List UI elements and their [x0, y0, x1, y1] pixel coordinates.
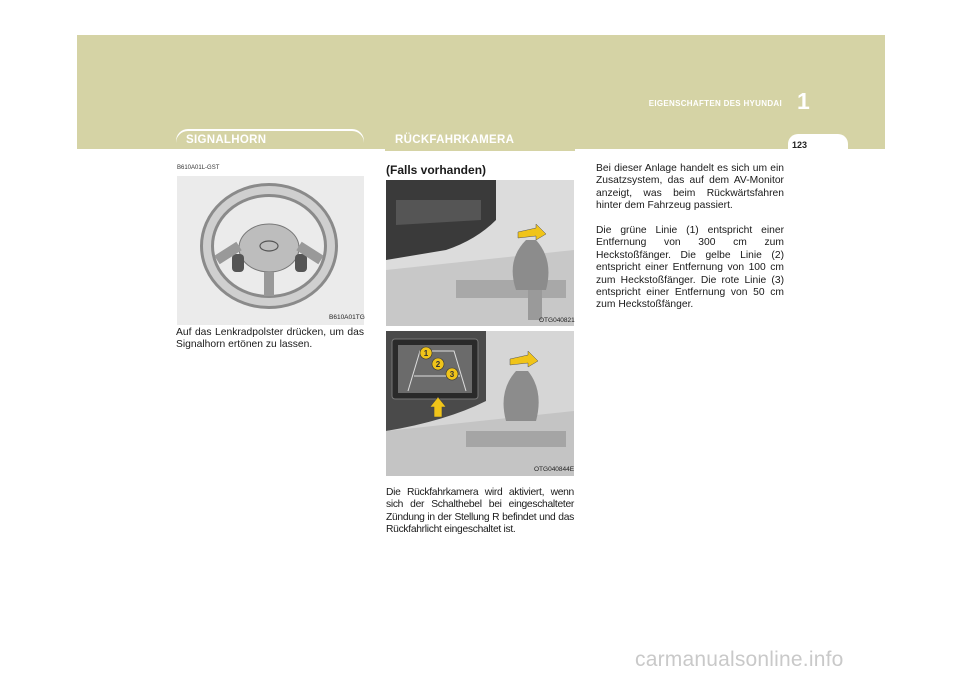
camera-description-p2: Die grüne Linie (1) entspricht einer Entfernung von 300 cm zum Heckstoßfänger. Die gelbe Linie (2) entspricht einer Entfernung von 100 cm zum Heckstoßfänger. Die rote Linie (3) entspricht einer Entfernung von 50 cm zum Heckstoßfänger.	[596, 225, 784, 311]
page-number: 123	[792, 140, 808, 150]
chapter-title: EIGENSCHAFTEN DES HYUNDAI	[648, 99, 782, 108]
signalhorn-text: Auf das Lenkradpolster drücken, um das Signalhorn ertönen zu lassen.	[176, 327, 364, 351]
watermark: carmanualsonline.info	[635, 648, 844, 671]
steering-wheel-figure-code: B610A01TG	[329, 314, 365, 321]
gearshift-figure-1	[386, 180, 574, 326]
rueckfahrkamera-heading: RÜCKFAHRKAMERA	[395, 134, 515, 146]
signalhorn-heading: SIGNALHORN	[186, 134, 267, 146]
callout-1-label: 1	[423, 349, 429, 358]
gearshift-figure-2	[386, 331, 574, 476]
signalhorn-code: B610A01L-GST	[177, 165, 220, 171]
rueckfahrkamera-text: Die Rückfahrkamera wird aktiviert, wenn sich der Schalthebel bei eingeschalteter Zündung in der Stellung R befindet und das Rückfahrlicht eingeschaltet ist.	[386, 487, 574, 536]
gearshift-figure-2-code: OTG040844E	[534, 466, 575, 473]
steering-wheel-figure	[177, 176, 364, 325]
rueckfahrkamera-subheading: (Falls vorhanden)	[386, 163, 487, 177]
gearshift-illustration-1	[386, 180, 574, 326]
callout-2-label: 2	[435, 360, 441, 369]
gearshift-illustration-2	[386, 331, 574, 476]
steering-wheel-illustration	[177, 176, 364, 325]
callout-3-label: 3	[449, 370, 455, 379]
gearshift-figure-1-code: OTG040821	[539, 317, 575, 324]
camera-description-p1: Bei dieser Anlage handelt es sich um ein Zusatzsystem, das auf dem AV-Monitor anzeigt, was beim Rückwärtsfahren hinter dem Fahrzeug passiert.	[596, 163, 784, 212]
chapter-number: 1	[797, 88, 810, 114]
